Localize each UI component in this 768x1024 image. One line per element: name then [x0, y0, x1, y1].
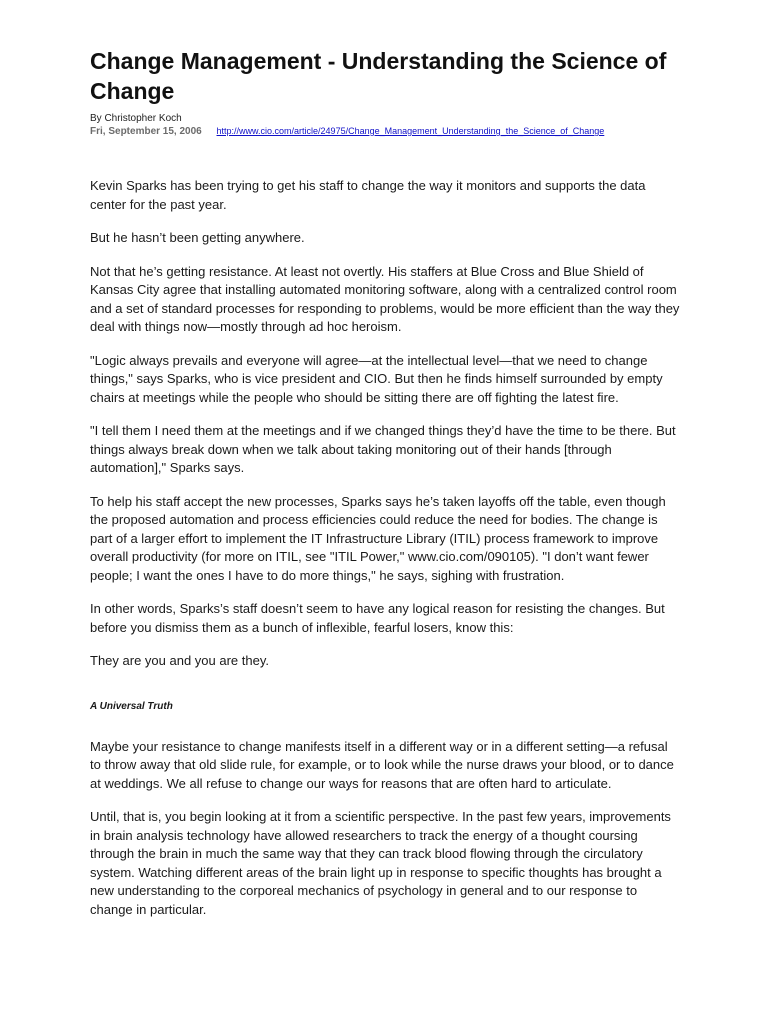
publish-date: Fri, September 15, 2006	[90, 126, 202, 137]
paragraph: "Logic always prevails and everyone will agree—at the intellectual level—that we need to change things," says Sparks, who is vice president and CIO. But then he finds himself surrounded by empty chairs at meetings while the people who should be sitting there are off fighting the latest fire.	[90, 352, 663, 405]
paragraph: Not that he’s getting resistance. At least not overtly. His staffers at Blue Cross and Blue Shield of Kansas City agree that installing automated monitoring software, along with a centralized control room and a set of standard processes for responding to problems, would be more efficient than the way they deal with things now—mostly through ad hoc heroism.	[90, 263, 680, 334]
paragraph: But he hasn’t been getting anywhere.	[90, 230, 305, 245]
paragraph: They are you and you are they.	[90, 653, 269, 668]
article-body	[90, 177, 682, 919]
paragraph: Maybe your resistance to change manifests itself in a different way or in a different setting—a refusal to throw away that old slide rule, for example, or to look while the nurse draws your blood, or to dance at weddings. We all refuse to change our ways for reasons that are often hard to articulate.	[90, 738, 674, 791]
paragraph: "I tell them I need them at the meetings and if we changed things they’d have the time to be there. But things always break down when we talk about taking monitoring out of their hands [through automation]," Sparks says.	[90, 423, 676, 475]
section-heading: A Universal Truth	[90, 700, 173, 712]
paragraph: Kevin Sparks has been trying to get his staff to change the way it monitors and supports the data center for the past year.	[90, 178, 646, 212]
document-page	[90, 46, 682, 934]
paragraph: To help his staff accept the new processes, Sparks says he’s taken layoffs off the table, even though the proposed automation and process efficiencies could reduce the need for bodies. The change is part of a larger effort to implement the IT Infrastructure Library (ITIL) process framework to improve overall productivity (for more on ITIL, see "ITIL Power," www.cio.com/090105). "I don’t want fewer people; I want the ones I have to do more things," he says, sighing with frustration.	[90, 493, 666, 583]
dateline	[90, 126, 682, 137]
paragraph: In other words, Sparks’s staff doesn’t seem to have any logical reason for resisting the changes. But before you dismiss them as a bunch of inflexible, fearful losers, know this:	[90, 601, 665, 635]
article-title: Change Management - Understanding the Science of Change	[90, 48, 667, 104]
author-byline: By Christopher Koch	[90, 113, 182, 124]
source-url-link[interactable]: http://www.cio.com/article/24975/Change_Management_Understanding_the_Science_of_Change	[216, 126, 605, 136]
paragraph: Until, that is, you begin looking at it from a scientific perspective. In the past few years, improvements in brain analysis technology have allowed researchers to track the energy of a thought coursing through the brain in much the same way that they can track blood flowing through the circulatory system. Watching different areas of the brain light up in response to specific thoughts has brought a new understanding to the corporeal mechanics of psychology in general and to our response to change in particular.	[90, 809, 671, 917]
